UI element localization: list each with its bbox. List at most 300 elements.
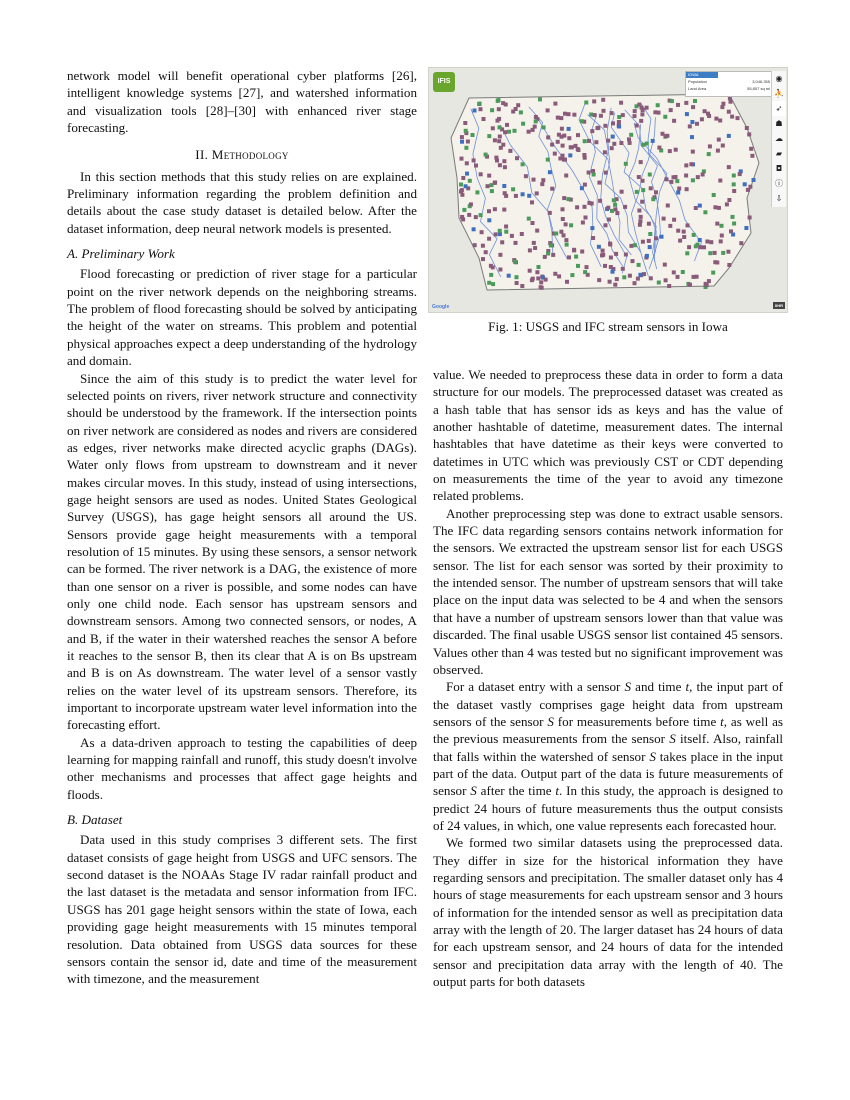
sensor-marker bbox=[637, 263, 641, 267]
cloud-icon[interactable]: ☁ bbox=[775, 134, 783, 143]
sensor-marker bbox=[637, 209, 641, 213]
sensor-marker bbox=[622, 275, 626, 279]
sensor-marker bbox=[732, 189, 736, 193]
sensor-marker bbox=[551, 253, 555, 257]
sensor-marker bbox=[521, 162, 525, 166]
sensor-marker bbox=[554, 232, 558, 236]
sensor-marker bbox=[604, 223, 608, 227]
sensor-marker bbox=[638, 219, 642, 223]
sensor-marker bbox=[640, 112, 644, 116]
sensor-marker bbox=[546, 158, 550, 162]
sensor-marker bbox=[713, 205, 717, 209]
sensor-marker bbox=[691, 178, 695, 182]
iowa-state-outline bbox=[451, 94, 759, 290]
sensor-marker bbox=[654, 190, 658, 194]
sensor-marker bbox=[576, 147, 580, 151]
sensor-marker bbox=[663, 263, 667, 267]
sensor-marker bbox=[465, 172, 469, 176]
sensor-marker bbox=[621, 267, 625, 271]
sensor-marker bbox=[468, 179, 472, 183]
sensor-marker bbox=[587, 171, 591, 175]
sensor-marker bbox=[606, 139, 610, 143]
sensor-marker bbox=[580, 119, 584, 123]
sensor-marker bbox=[727, 134, 731, 138]
sensor-marker bbox=[497, 107, 501, 111]
sensor-marker bbox=[719, 239, 723, 243]
sensor-marker bbox=[732, 182, 736, 186]
sensor-marker bbox=[465, 161, 469, 165]
sensor-marker bbox=[487, 209, 491, 213]
sensor-marker bbox=[591, 169, 595, 173]
section-heading bbox=[67, 146, 417, 163]
sensor-marker bbox=[746, 188, 750, 192]
sensor-marker bbox=[513, 260, 517, 264]
sensor-marker bbox=[561, 144, 565, 148]
sensor-marker bbox=[672, 270, 676, 274]
paragraph-r2: Another preprocessing step was done to extract usable sensors. The IFC data regarding sensors contains network information for the sensors. We extracted the upstream sensor list for each USGS sensor. The list for each sensor was sorted by their proximity to the intended sensor. The number of upstream sensors that will take place on the input data was selected to be 4 and when the sensors that have a number of upstream sensors lower than that value was discarded. The final usable USGS sensor list contained 45 sensors. Values other than 4 was tested but no significant improvement was observed. bbox=[433, 505, 783, 677]
sensor-marker bbox=[672, 218, 676, 222]
sensor-marker bbox=[617, 115, 621, 119]
sensor-marker bbox=[670, 99, 674, 103]
sensor-marker bbox=[487, 134, 491, 138]
sensor-marker bbox=[535, 191, 539, 195]
sensor-marker bbox=[641, 188, 645, 192]
sensor-marker bbox=[703, 210, 707, 214]
sensor-marker bbox=[490, 108, 494, 112]
sensor-marker bbox=[752, 178, 756, 182]
sensor-marker bbox=[708, 251, 712, 255]
sensor-marker bbox=[519, 110, 523, 114]
sensor-marker bbox=[664, 278, 668, 282]
intro-paragraph: network model will benefit operational cyber platforms [26], intelligent knowledge systems [27], and watershed information and visualization tools [28]–[30] with enhanced river stage forecasting. bbox=[67, 68, 417, 136]
map-toolbar bbox=[771, 71, 786, 207]
sensor-marker bbox=[493, 207, 497, 211]
sensor-marker bbox=[514, 107, 518, 111]
sensor-marker bbox=[484, 250, 488, 254]
sensor-marker bbox=[520, 284, 524, 288]
sensor-marker bbox=[528, 248, 532, 252]
sensor-marker bbox=[676, 275, 680, 279]
sensor-marker bbox=[494, 232, 498, 236]
iihr-badge: IIHR bbox=[775, 303, 783, 308]
sensor-marker bbox=[534, 115, 538, 119]
sensor-marker bbox=[532, 178, 536, 182]
info-row: Population 3,046,355 bbox=[688, 79, 770, 84]
flood-icon[interactable]: ☗ bbox=[775, 119, 783, 128]
sensor-marker bbox=[640, 200, 644, 204]
sensor-marker bbox=[474, 215, 478, 219]
sensor-marker bbox=[536, 276, 540, 280]
sensor-marker bbox=[666, 204, 670, 208]
sensor-marker bbox=[647, 222, 651, 226]
paragraph-b1: Data used in this study comprises 3 different sets. The first dataset consists of gage height from USGS and UFC sensors. The second dataset is the NOAAs Stage IV radar rainfall product and the last dataset is the metadata and sensor information from IFC. USGS has 201 gage height sensors within the state of Iowa, each providing gage height measurements with 15 minutes temporal resolution. Data obtained from USGS data sources for these sensors contain the sensor id, date and time of the measurement with timezone, and the measurement bbox=[67, 832, 417, 987]
eye-icon[interactable]: ◉ bbox=[775, 74, 783, 83]
sensor-marker bbox=[471, 133, 475, 137]
sensor-marker bbox=[570, 145, 574, 149]
sensor-marker bbox=[460, 135, 464, 139]
sensor-marker bbox=[599, 114, 603, 118]
sensor-marker bbox=[750, 154, 754, 158]
sensor-marker bbox=[527, 194, 531, 198]
sensor-marker bbox=[603, 264, 607, 268]
sensor-marker bbox=[487, 218, 491, 222]
sensor-marker bbox=[591, 236, 595, 240]
sensor-marker bbox=[531, 277, 535, 281]
sensor-marker bbox=[587, 139, 591, 143]
sensor-marker bbox=[493, 181, 497, 185]
sensor-marker bbox=[562, 158, 566, 162]
sensor-marker bbox=[669, 108, 673, 112]
sensor-marker bbox=[568, 153, 572, 157]
sensor-marker bbox=[698, 245, 702, 249]
sensor-marker bbox=[556, 140, 560, 144]
sensor-marker bbox=[714, 117, 718, 121]
sensor-marker bbox=[576, 264, 580, 268]
sensor-marker bbox=[548, 211, 552, 215]
sensor-marker bbox=[727, 165, 731, 169]
sensor-marker bbox=[739, 241, 743, 245]
paragraph-r1: value. We needed to preprocess these data in order to form a data structure for our models. The preprocessed dataset was created as a hash table that has sensor ids as keys and has the value of another hashtable of datetime, measurement dates. The internal hashtables that have datetime as their keys were converted to datetimes in UTC which was previously CST or CDT depending on measurements the time of the year to avoid any timezone related problems. bbox=[433, 367, 783, 504]
sensor-marker bbox=[638, 273, 642, 277]
sensor-marker bbox=[498, 135, 502, 139]
sensor-marker bbox=[603, 150, 607, 154]
sensor-marker bbox=[567, 197, 571, 201]
sensor-marker bbox=[481, 257, 485, 261]
sensor-marker bbox=[560, 135, 564, 139]
sensor-marker bbox=[487, 237, 491, 241]
sensor-marker bbox=[533, 246, 537, 250]
sensor-marker bbox=[686, 223, 690, 227]
sensor-marker bbox=[667, 284, 671, 288]
left-column bbox=[67, 67, 417, 988]
sensor-marker bbox=[553, 272, 557, 276]
sensor-marker bbox=[623, 205, 627, 209]
ifis-logo: IFIS bbox=[433, 72, 455, 92]
sensor-marker bbox=[472, 227, 476, 231]
sensor-marker bbox=[730, 115, 734, 119]
sensor-marker bbox=[499, 146, 503, 150]
sensor-marker bbox=[669, 180, 673, 184]
sensor-marker bbox=[615, 277, 619, 281]
sensor-marker bbox=[565, 280, 569, 284]
sensor-marker bbox=[491, 282, 495, 286]
sensor-marker bbox=[731, 233, 735, 237]
sensor-marker bbox=[649, 276, 653, 280]
sensor-marker bbox=[720, 234, 724, 238]
info-box-title: IOWA bbox=[686, 72, 718, 78]
sensor-marker bbox=[640, 106, 644, 110]
sensor-marker bbox=[480, 230, 484, 234]
sensor-marker bbox=[567, 255, 571, 259]
sensor-marker bbox=[583, 270, 587, 274]
pointer-icon[interactable]: ➶ bbox=[772, 101, 786, 116]
sensor-marker bbox=[613, 283, 617, 287]
sensor-marker bbox=[645, 142, 649, 146]
sensor-marker bbox=[515, 275, 519, 279]
sensor-marker bbox=[676, 191, 680, 195]
sensor-marker bbox=[681, 270, 685, 274]
sensor-marker bbox=[617, 120, 621, 124]
sensor-marker bbox=[725, 202, 729, 206]
sensor-marker bbox=[521, 192, 525, 196]
sensor-marker bbox=[612, 198, 616, 202]
sensor-marker bbox=[613, 203, 617, 207]
sensor-marker bbox=[654, 236, 658, 240]
state-info-box bbox=[685, 71, 773, 97]
sensor-marker bbox=[604, 171, 608, 175]
sensor-marker bbox=[546, 135, 550, 139]
sensor-marker bbox=[494, 156, 498, 160]
paragraph-a2: Since the aim of this study is to predict the water level for selected points on rivers, river network structure and connectivity should be understood by the framework. If the intersection points on river network are considered as nodes and rivers are considered as edges, river networks make directed acyclic graphs (DAGs). Water only flows from upstream to downstream and it never makes circular moves. In this study, instead of using intersections, gage height sensors are used as nodes. United States Geological Survey (USGS), has gage height sensors all around the US. Sensors provide gage height measurements with a temporal resolution of 15 minutes. By using these sensors, a sensor network can be formed. The river network is a DAG, the existence of more than one sensor on a river is possible, and some nodes can have only one child node. Each sensor has upstream sensors and downstream sensors. Among two connected sensors, or nodes, A and B, if the water in their watershed reaches the sensor A before it reaches to the sensor B, then its clear that A is on Bs upstream and B is on As downstream. The water level of a sensor vastly relies on the water level of its upstream sensors. Therefore, its important to incorporate upstream water level information into the forecasting effort. bbox=[67, 370, 417, 733]
sensor-marker bbox=[521, 122, 525, 126]
sensor-marker bbox=[657, 281, 661, 285]
sensor-marker bbox=[661, 132, 665, 136]
sensor-marker bbox=[561, 207, 565, 211]
sensor-marker bbox=[709, 240, 713, 244]
sensor-marker bbox=[645, 254, 649, 258]
sensor-marker bbox=[698, 204, 702, 208]
sensor-marker bbox=[546, 108, 550, 112]
sensor-marker bbox=[553, 152, 557, 156]
sensor-marker bbox=[498, 253, 502, 257]
sensor-marker bbox=[478, 102, 482, 106]
sensor-marker bbox=[695, 122, 699, 126]
sensor-marker bbox=[692, 233, 696, 237]
sensor-marker bbox=[691, 150, 695, 154]
sensor-marker bbox=[748, 216, 752, 220]
sensor-marker bbox=[601, 98, 605, 102]
sensor-marker bbox=[692, 275, 696, 279]
sensor-marker bbox=[668, 149, 672, 153]
sensor-marker bbox=[651, 139, 655, 143]
sensor-marker bbox=[564, 238, 568, 242]
section-title: Methodology bbox=[211, 147, 289, 163]
sensor-marker bbox=[497, 139, 501, 143]
sensor-marker bbox=[713, 260, 717, 264]
right-column bbox=[433, 366, 783, 990]
sensor-marker bbox=[516, 103, 520, 107]
sensor-marker bbox=[624, 253, 628, 257]
sensor-marker bbox=[663, 115, 667, 119]
camera-icon[interactable]: ◘ bbox=[775, 164, 783, 173]
paragraph-r4: We formed two similar datasets using the preprocessed data. They differ in size for the historical information they have regarding sensors and precipitation. The smaller dataset only has 4 hours of stage measurements for each upstream sensor and 3 hours of information for the intended sensor as well as precipitation data array with the length of 20. The larger dataset has 24 hours of data for each upstream sensor, and 24 hours of data for the intended sensor and precipitation data array with the length of 40. The output parts for both datasets bbox=[433, 835, 783, 990]
info-icon[interactable]: ⓘ bbox=[775, 179, 783, 188]
sensor-marker bbox=[489, 273, 493, 277]
sensor-marker bbox=[510, 234, 514, 238]
sensor-marker bbox=[702, 245, 706, 249]
sensor-marker bbox=[629, 244, 633, 248]
google-attribution: Google bbox=[432, 304, 450, 310]
sensor-marker bbox=[533, 125, 537, 129]
sensor-marker bbox=[534, 119, 538, 123]
sensor-marker bbox=[553, 102, 557, 106]
sensor-marker bbox=[619, 141, 623, 145]
sensor-marker bbox=[498, 125, 502, 129]
sensor-marker bbox=[514, 241, 518, 245]
sensor-marker bbox=[580, 186, 584, 190]
sensor-marker bbox=[460, 188, 464, 192]
sensor-marker bbox=[482, 117, 486, 121]
sensor-marker bbox=[629, 133, 633, 137]
sensor-marker bbox=[636, 277, 640, 281]
sensor-marker bbox=[608, 243, 612, 247]
sensor-marker bbox=[610, 146, 614, 150]
sensor-marker bbox=[717, 206, 721, 210]
sensor-marker bbox=[611, 121, 615, 125]
sensor-marker bbox=[690, 120, 694, 124]
sensor-marker bbox=[469, 202, 473, 206]
sensor-marker bbox=[601, 253, 605, 257]
sensor-marker bbox=[584, 101, 588, 105]
sensor-marker bbox=[633, 109, 637, 113]
sensor-marker bbox=[491, 265, 495, 269]
sensor-marker bbox=[688, 283, 692, 287]
sensor-marker bbox=[731, 215, 735, 219]
sensor-marker bbox=[481, 244, 485, 248]
sensor-marker bbox=[464, 129, 468, 133]
sensor-marker bbox=[581, 221, 585, 225]
sensor-marker bbox=[718, 119, 722, 123]
briefcase-icon[interactable]: ▰ bbox=[775, 149, 783, 158]
sensor-marker bbox=[678, 239, 682, 243]
sensor-marker bbox=[515, 156, 519, 160]
sensor-marker bbox=[609, 256, 613, 260]
sensor-marker bbox=[531, 221, 535, 225]
sensor-marker bbox=[589, 113, 593, 117]
sensor-marker bbox=[743, 182, 747, 186]
sensor-marker bbox=[460, 140, 464, 144]
sensor-marker bbox=[515, 281, 519, 285]
sensor-marker bbox=[592, 173, 596, 177]
sensor-marker bbox=[736, 116, 740, 120]
sensor-marker bbox=[524, 174, 528, 178]
sensor-marker bbox=[542, 125, 546, 129]
sensor-marker bbox=[538, 97, 542, 101]
sensor-marker bbox=[721, 251, 725, 255]
sensor-marker bbox=[639, 119, 643, 123]
sensor-marker bbox=[508, 149, 512, 153]
sensor-marker bbox=[513, 129, 517, 133]
person-icon[interactable]: ⛹ bbox=[774, 89, 784, 98]
sensor-marker bbox=[642, 272, 646, 276]
sensor-marker bbox=[539, 285, 543, 289]
sensor-marker bbox=[749, 147, 753, 151]
sensor-marker bbox=[631, 259, 635, 263]
sensor-marker bbox=[729, 100, 733, 104]
sensor-marker bbox=[645, 106, 649, 110]
sensor-marker bbox=[562, 233, 566, 237]
sensor-marker bbox=[612, 142, 616, 146]
sensor-marker bbox=[507, 130, 511, 134]
sensor-marker bbox=[559, 116, 563, 120]
sensor-marker bbox=[718, 179, 722, 183]
sensor-marker bbox=[596, 126, 600, 130]
sensor-marker bbox=[641, 179, 645, 183]
sensor-marker bbox=[628, 141, 632, 145]
sensor-marker bbox=[614, 252, 618, 256]
sensor-marker bbox=[597, 181, 601, 185]
sensor-marker bbox=[593, 113, 597, 117]
sensor-marker bbox=[649, 186, 653, 190]
sensor-marker bbox=[583, 156, 587, 160]
sensor-marker bbox=[624, 162, 628, 166]
sensor-marker bbox=[560, 127, 564, 131]
subsection-heading-b: B. Dataset bbox=[67, 812, 123, 828]
sensor-marker bbox=[563, 112, 567, 116]
sensor-marker bbox=[682, 230, 686, 234]
sensor-marker bbox=[633, 281, 637, 285]
sensor-marker bbox=[698, 238, 702, 242]
sensor-marker bbox=[490, 189, 494, 193]
sensor-marker bbox=[694, 244, 698, 248]
info-row: Land Area 55,857 sq mi bbox=[688, 86, 770, 91]
sensor-marker bbox=[570, 273, 574, 277]
sensor-marker bbox=[633, 114, 637, 118]
sensor-marker bbox=[557, 274, 561, 278]
figure-caption: Fig. 1: USGS and IFC stream sensors in Iowa bbox=[488, 319, 728, 334]
sensor-marker bbox=[475, 190, 479, 194]
sensor-marker bbox=[550, 187, 554, 191]
sensor-marker bbox=[701, 173, 705, 177]
sensor-marker bbox=[576, 133, 580, 137]
sensor-marker bbox=[461, 217, 465, 221]
sensor-marker bbox=[511, 187, 515, 191]
sensor-marker bbox=[567, 136, 571, 140]
sensor-marker bbox=[708, 144, 712, 148]
sensor-marker bbox=[505, 123, 509, 127]
sensor-map-figure bbox=[428, 67, 788, 313]
sensor-marker bbox=[580, 250, 584, 254]
sensor-marker bbox=[635, 190, 639, 194]
sensor-marker bbox=[677, 187, 681, 191]
sensor-marker bbox=[727, 110, 731, 114]
sensor-marker bbox=[527, 130, 531, 134]
paragraph-a3: As a data-driven approach to testing the capabilities of deep learning for mapping rainfall and runoff, this study doesn't involve other mechanisms and processes that affect gage heights and floods. bbox=[67, 734, 417, 802]
sensor-marker bbox=[637, 175, 641, 179]
sensor-marker bbox=[583, 139, 587, 143]
sensor-marker bbox=[520, 232, 524, 236]
subsection-heading-a: A. Preliminary Work bbox=[67, 246, 175, 262]
sensor-marker bbox=[472, 158, 476, 162]
sensor-marker bbox=[567, 112, 571, 116]
sensor-marker bbox=[467, 213, 471, 217]
sensor-marker bbox=[647, 239, 651, 243]
sensor-marker bbox=[474, 164, 478, 168]
sensor-marker bbox=[514, 194, 518, 198]
sensor-marker bbox=[609, 265, 613, 269]
sensor-marker bbox=[656, 103, 660, 107]
sensor-marker bbox=[473, 243, 477, 247]
sensor-marker bbox=[711, 271, 715, 275]
sensor-marker bbox=[713, 251, 717, 255]
sensor-marker bbox=[461, 176, 465, 180]
sensor-marker bbox=[590, 226, 594, 230]
sensor-marker bbox=[660, 235, 664, 239]
sensor-marker bbox=[464, 184, 468, 188]
sensor-marker bbox=[747, 132, 751, 136]
sensor-marker bbox=[732, 222, 736, 226]
section-numeral: II. bbox=[195, 147, 212, 163]
export-icon[interactable]: ⇩ bbox=[775, 194, 783, 203]
iowa-map bbox=[429, 68, 787, 312]
sensor-marker bbox=[598, 199, 602, 203]
sensor-marker bbox=[633, 243, 637, 247]
sensor-marker bbox=[535, 229, 539, 233]
sensor-marker bbox=[685, 251, 689, 255]
sensor-marker bbox=[745, 126, 749, 130]
sensor-marker bbox=[706, 112, 710, 116]
sensor-marker bbox=[460, 157, 464, 161]
